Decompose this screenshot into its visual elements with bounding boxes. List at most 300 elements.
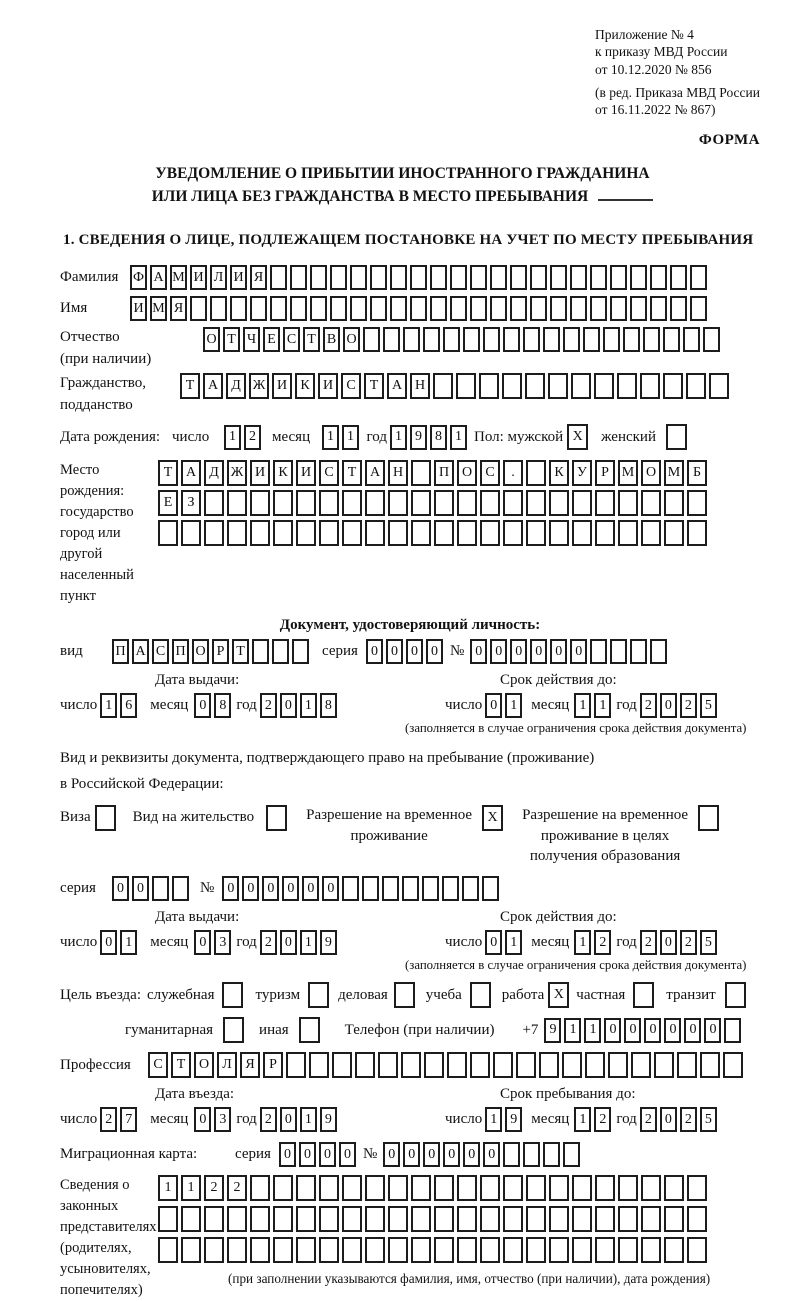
residence-number-cell[interactable]: 0 (302, 876, 319, 901)
profession-cell[interactable] (562, 1052, 582, 1078)
residence-number-cell[interactable] (422, 876, 439, 901)
stay-day-cell[interactable]: 1 (485, 1107, 502, 1132)
birth-month-cell[interactable]: 1 (322, 425, 339, 450)
name-cell[interactable] (250, 296, 267, 321)
purpose-cell[interactable] (470, 982, 491, 1008)
representatives-cell[interactable] (434, 1206, 454, 1232)
mc-number-cell[interactable]: 0 (403, 1142, 420, 1167)
mc-number-cell[interactable] (543, 1142, 560, 1167)
surname-cell[interactable] (290, 265, 307, 290)
residence-series-cell[interactable] (172, 876, 189, 901)
birth-place-cell[interactable] (411, 460, 431, 486)
birth-place-cell[interactable] (227, 520, 247, 546)
surname-cell[interactable] (350, 265, 367, 290)
doc-type-cell[interactable]: О (192, 639, 209, 664)
doc-issue-month-cell[interactable]: 0 (194, 693, 211, 718)
doc-number-cell[interactable] (610, 639, 627, 664)
profession-cell[interactable] (493, 1052, 513, 1078)
surname-cell[interactable] (670, 265, 687, 290)
profession-cell[interactable] (700, 1052, 720, 1078)
representatives-cell[interactable] (181, 1206, 201, 1232)
birth-place-cell[interactable] (273, 520, 293, 546)
doc-valid-year-cell[interactable]: 2 (640, 693, 657, 718)
residence-valid-day-cell[interactable]: 0 (485, 930, 502, 955)
patronymic-cell[interactable] (623, 327, 640, 352)
entry-month-cell[interactable]: 0 (194, 1107, 211, 1132)
representatives-cell[interactable] (319, 1237, 339, 1263)
residence-number-cell[interactable]: 0 (262, 876, 279, 901)
patronymic-cell[interactable] (443, 327, 460, 352)
representatives-cell[interactable] (411, 1175, 431, 1201)
representatives-cell[interactable] (319, 1175, 339, 1201)
citizenship-cell[interactable] (571, 373, 591, 399)
representatives-cell[interactable] (388, 1175, 408, 1201)
name-cell[interactable]: Я (170, 296, 187, 321)
purpose-cell[interactable] (299, 1017, 320, 1043)
mc-number-cell[interactable] (503, 1142, 520, 1167)
birth-place-cell[interactable] (549, 520, 569, 546)
name-cell[interactable] (470, 296, 487, 321)
phone-cell[interactable]: 0 (624, 1018, 641, 1043)
birth-place-cell[interactable] (572, 490, 592, 516)
birth-place-cell[interactable] (388, 490, 408, 516)
birth-place-cell[interactable] (434, 520, 454, 546)
residence-issue-year-cell[interactable]: 2 (260, 930, 277, 955)
representatives-cell[interactable] (250, 1175, 270, 1201)
profession-cell[interactable] (677, 1052, 697, 1078)
representatives-cell[interactable] (664, 1237, 684, 1263)
entry-month-cell[interactable]: 3 (214, 1107, 231, 1132)
entry-year-cell[interactable]: 9 (320, 1107, 337, 1132)
citizenship-cell[interactable] (479, 373, 499, 399)
purpose-cell[interactable] (308, 982, 329, 1008)
birth-place-cell[interactable]: И (296, 460, 316, 486)
representatives-cell[interactable] (457, 1206, 477, 1232)
representatives-cell[interactable] (526, 1206, 546, 1232)
patronymic-cell[interactable]: Ч (243, 327, 260, 352)
phone-cell[interactable] (724, 1018, 741, 1043)
mc-number-cell[interactable]: 0 (423, 1142, 440, 1167)
profession-cell[interactable] (332, 1052, 352, 1078)
birth-place-cell[interactable] (664, 520, 684, 546)
name-cell[interactable] (390, 296, 407, 321)
surname-cell[interactable] (530, 265, 547, 290)
doc-issue-year-cell[interactable]: 2 (260, 693, 277, 718)
name-cell[interactable] (290, 296, 307, 321)
residence-valid-day-cell[interactable]: 1 (505, 930, 522, 955)
representatives-cell[interactable] (296, 1175, 316, 1201)
doc-number-cell[interactable]: 0 (530, 639, 547, 664)
residence-valid-year-cell[interactable]: 2 (680, 930, 697, 955)
patronymic-cell[interactable] (663, 327, 680, 352)
citizenship-cell[interactable] (433, 373, 453, 399)
birth-year-cell[interactable]: 1 (390, 425, 407, 450)
representatives-cell[interactable] (664, 1175, 684, 1201)
doc-issue-year-cell[interactable]: 1 (300, 693, 317, 718)
birth-place-cell[interactable] (227, 490, 247, 516)
doc-number-cell[interactable]: 0 (570, 639, 587, 664)
profession-cell[interactable] (608, 1052, 628, 1078)
birth-place-cell[interactable]: Р (595, 460, 615, 486)
phone-cell[interactable]: 1 (584, 1018, 601, 1043)
birth-place-cell[interactable]: М (664, 460, 684, 486)
citizenship-cell[interactable] (525, 373, 545, 399)
representatives-cell[interactable] (503, 1175, 523, 1201)
name-cell[interactable] (330, 296, 347, 321)
edu-residence-cell[interactable] (698, 805, 719, 831)
representatives-cell[interactable] (388, 1206, 408, 1232)
mc-series-cell[interactable]: 0 (319, 1142, 336, 1167)
representatives-cell[interactable] (365, 1237, 385, 1263)
doc-valid-month-cell[interactable]: 1 (594, 693, 611, 718)
residence-issue-day-cell[interactable]: 0 (100, 930, 117, 955)
stay-year-cell[interactable]: 2 (640, 1107, 657, 1132)
profession-cell[interactable] (539, 1052, 559, 1078)
doc-issue-day-cell[interactable]: 1 (100, 693, 117, 718)
representatives-cell[interactable] (526, 1175, 546, 1201)
doc-series-cell[interactable]: 0 (426, 639, 443, 664)
representatives-cell[interactable] (342, 1175, 362, 1201)
patronymic-cell[interactable] (563, 327, 580, 352)
surname-cell[interactable] (550, 265, 567, 290)
representatives-cell[interactable] (158, 1206, 178, 1232)
name-cell[interactable]: М (150, 296, 167, 321)
citizenship-cell[interactable] (640, 373, 660, 399)
citizenship-cell[interactable]: А (203, 373, 223, 399)
residence-issue-month-cell[interactable]: 0 (194, 930, 211, 955)
citizenship-cell[interactable]: С (341, 373, 361, 399)
representatives-cell[interactable] (572, 1237, 592, 1263)
stay-day-cell[interactable]: 9 (505, 1107, 522, 1132)
representatives-cell[interactable] (618, 1237, 638, 1263)
representatives-cell[interactable] (227, 1206, 247, 1232)
birth-place-cell[interactable]: К (549, 460, 569, 486)
profession-cell[interactable] (654, 1052, 674, 1078)
phone-cell[interactable]: 1 (564, 1018, 581, 1043)
doc-number-cell[interactable] (630, 639, 647, 664)
representatives-cell[interactable] (250, 1206, 270, 1232)
representatives-cell[interactable] (595, 1237, 615, 1263)
patronymic-cell[interactable] (703, 327, 720, 352)
surname-cell[interactable]: И (190, 265, 207, 290)
birth-place-cell[interactable]: . (503, 460, 523, 486)
representatives-cell[interactable] (687, 1237, 707, 1263)
representatives-cell[interactable] (411, 1206, 431, 1232)
mc-number-cell[interactable]: 0 (383, 1142, 400, 1167)
representatives-cell[interactable] (687, 1206, 707, 1232)
name-cell[interactable] (650, 296, 667, 321)
birth-place-cell[interactable] (411, 520, 431, 546)
birth-place-cell[interactable]: О (641, 460, 661, 486)
residence-series-cell[interactable]: 0 (132, 876, 149, 901)
profession-cell[interactable] (516, 1052, 536, 1078)
doc-series-cell[interactable]: 0 (386, 639, 403, 664)
residence-number-cell[interactable]: 0 (242, 876, 259, 901)
residence-number-cell[interactable]: 0 (282, 876, 299, 901)
birth-place-cell[interactable] (595, 490, 615, 516)
birth-place-cell[interactable] (319, 520, 339, 546)
residence-valid-month-cell[interactable]: 1 (574, 930, 591, 955)
residence-number-cell[interactable] (342, 876, 359, 901)
doc-type-cell[interactable]: Т (232, 639, 249, 664)
mc-number-cell[interactable]: 0 (443, 1142, 460, 1167)
doc-type-cell[interactable] (252, 639, 269, 664)
patronymic-cell[interactable] (583, 327, 600, 352)
name-cell[interactable] (570, 296, 587, 321)
residence-number-cell[interactable] (482, 876, 499, 901)
doc-type-cell[interactable] (272, 639, 289, 664)
birth-place-cell[interactable] (158, 520, 178, 546)
residence-valid-year-cell[interactable]: 5 (700, 930, 717, 955)
surname-cell[interactable] (570, 265, 587, 290)
birth-place-cell[interactable]: Т (342, 460, 362, 486)
surname-cell[interactable] (370, 265, 387, 290)
surname-cell[interactable] (650, 265, 667, 290)
patronymic-cell[interactable]: В (323, 327, 340, 352)
birth-place-cell[interactable]: З (181, 490, 201, 516)
birth-place-cell[interactable] (250, 520, 270, 546)
doc-valid-day-cell[interactable]: 1 (505, 693, 522, 718)
name-cell[interactable] (310, 296, 327, 321)
birth-place-cell[interactable] (342, 490, 362, 516)
residence-issue-year-cell[interactable]: 9 (320, 930, 337, 955)
representatives-cell[interactable] (250, 1237, 270, 1263)
profession-cell[interactable] (447, 1052, 467, 1078)
birth-place-cell[interactable] (434, 490, 454, 516)
surname-cell[interactable]: И (230, 265, 247, 290)
doc-valid-day-cell[interactable]: 0 (485, 693, 502, 718)
birth-place-cell[interactable] (411, 490, 431, 516)
representatives-cell[interactable] (273, 1237, 293, 1263)
citizenship-cell[interactable] (548, 373, 568, 399)
representatives-cell[interactable] (158, 1237, 178, 1263)
birth-place-cell[interactable] (641, 490, 661, 516)
citizenship-cell[interactable]: К (295, 373, 315, 399)
representatives-cell[interactable] (342, 1206, 362, 1232)
representatives-cell[interactable] (480, 1206, 500, 1232)
citizenship-cell[interactable] (663, 373, 683, 399)
doc-type-cell[interactable]: П (172, 639, 189, 664)
patronymic-cell[interactable] (423, 327, 440, 352)
birth-place-cell[interactable]: К (273, 460, 293, 486)
birth-place-cell[interactable] (296, 490, 316, 516)
surname-cell[interactable]: Ф (130, 265, 147, 290)
birth-place-cell[interactable] (181, 520, 201, 546)
profession-cell[interactable] (401, 1052, 421, 1078)
doc-valid-year-cell[interactable]: 2 (680, 693, 697, 718)
surname-cell[interactable] (490, 265, 507, 290)
patronymic-cell[interactable] (683, 327, 700, 352)
name-cell[interactable] (630, 296, 647, 321)
representatives-cell[interactable] (411, 1237, 431, 1263)
citizenship-cell[interactable] (502, 373, 522, 399)
stay-month-cell[interactable]: 2 (594, 1107, 611, 1132)
representatives-cell[interactable] (549, 1237, 569, 1263)
representatives-cell[interactable] (457, 1175, 477, 1201)
entry-year-cell[interactable]: 0 (280, 1107, 297, 1132)
representatives-cell[interactable] (480, 1237, 500, 1263)
birth-place-cell[interactable] (687, 520, 707, 546)
doc-issue-year-cell[interactable]: 0 (280, 693, 297, 718)
name-cell[interactable] (550, 296, 567, 321)
residence-issue-year-cell[interactable]: 0 (280, 930, 297, 955)
residence-issue-month-cell[interactable]: 3 (214, 930, 231, 955)
mc-series-cell[interactable]: 0 (339, 1142, 356, 1167)
profession-cell[interactable] (470, 1052, 490, 1078)
citizenship-cell[interactable]: Н (410, 373, 430, 399)
name-cell[interactable] (530, 296, 547, 321)
representatives-cell[interactable] (549, 1175, 569, 1201)
birth-year-cell[interactable]: 9 (410, 425, 427, 450)
surname-cell[interactable]: Я (250, 265, 267, 290)
birth-place-cell[interactable]: А (365, 460, 385, 486)
birth-place-cell[interactable] (618, 520, 638, 546)
patronymic-cell[interactable]: Е (263, 327, 280, 352)
purpose-cell[interactable]: X (548, 982, 569, 1008)
representatives-cell[interactable] (273, 1175, 293, 1201)
birth-place-cell[interactable]: П (434, 460, 454, 486)
representatives-cell[interactable] (641, 1206, 661, 1232)
visa-cell[interactable] (95, 805, 116, 831)
birth-place-cell[interactable]: Д (204, 460, 224, 486)
citizenship-cell[interactable] (709, 373, 729, 399)
representatives-cell[interactable]: 1 (181, 1175, 201, 1201)
representatives-cell[interactable] (549, 1206, 569, 1232)
name-cell[interactable] (590, 296, 607, 321)
doc-number-cell[interactable]: 0 (470, 639, 487, 664)
purpose-cell[interactable] (633, 982, 654, 1008)
doc-number-cell[interactable]: 0 (490, 639, 507, 664)
phone-cell[interactable]: 0 (644, 1018, 661, 1043)
residence-series-cell[interactable] (152, 876, 169, 901)
residence-number-cell[interactable] (382, 876, 399, 901)
mc-number-cell[interactable]: 0 (483, 1142, 500, 1167)
representatives-cell[interactable]: 2 (204, 1175, 224, 1201)
citizenship-cell[interactable]: Ж (249, 373, 269, 399)
doc-type-cell[interactable] (292, 639, 309, 664)
citizenship-cell[interactable] (594, 373, 614, 399)
representatives-cell[interactable] (204, 1206, 224, 1232)
name-cell[interactable] (490, 296, 507, 321)
birth-place-cell[interactable]: Б (687, 460, 707, 486)
representatives-cell[interactable] (296, 1206, 316, 1232)
residence-issue-year-cell[interactable]: 1 (300, 930, 317, 955)
representatives-cell[interactable] (204, 1237, 224, 1263)
representatives-cell[interactable] (273, 1206, 293, 1232)
birth-place-cell[interactable]: А (181, 460, 201, 486)
birth-place-cell[interactable] (365, 490, 385, 516)
patronymic-cell[interactable] (483, 327, 500, 352)
entry-year-cell[interactable]: 2 (260, 1107, 277, 1132)
mc-series-cell[interactable]: 0 (299, 1142, 316, 1167)
stay-year-cell[interactable]: 2 (680, 1107, 697, 1132)
representatives-cell[interactable] (572, 1175, 592, 1201)
representatives-cell[interactable] (480, 1175, 500, 1201)
surname-cell[interactable] (450, 265, 467, 290)
purpose-cell[interactable] (223, 1017, 244, 1043)
residence-number-cell[interactable]: 0 (222, 876, 239, 901)
patronymic-cell[interactable]: Т (303, 327, 320, 352)
representatives-cell[interactable] (319, 1206, 339, 1232)
birth-place-cell[interactable]: О (457, 460, 477, 486)
residence-number-cell[interactable] (362, 876, 379, 901)
citizenship-cell[interactable]: И (272, 373, 292, 399)
name-cell[interactable] (510, 296, 527, 321)
doc-issue-month-cell[interactable]: 8 (214, 693, 231, 718)
residence-permit-cell[interactable] (266, 805, 287, 831)
mc-number-cell[interactable]: 0 (463, 1142, 480, 1167)
birth-place-cell[interactable] (204, 490, 224, 516)
doc-type-cell[interactable]: П (112, 639, 129, 664)
birth-place-cell[interactable] (572, 520, 592, 546)
representatives-cell[interactable] (388, 1237, 408, 1263)
birth-place-cell[interactable]: С (480, 460, 500, 486)
birth-place-cell[interactable] (319, 490, 339, 516)
profession-cell[interactable]: Т (171, 1052, 191, 1078)
representatives-cell[interactable] (342, 1237, 362, 1263)
patronymic-cell[interactable]: О (343, 327, 360, 352)
birth-place-cell[interactable]: С (319, 460, 339, 486)
surname-cell[interactable] (430, 265, 447, 290)
surname-cell[interactable] (610, 265, 627, 290)
name-cell[interactable] (210, 296, 227, 321)
representatives-cell[interactable] (572, 1206, 592, 1232)
citizenship-cell[interactable] (686, 373, 706, 399)
stay-year-cell[interactable]: 0 (660, 1107, 677, 1132)
birth-place-cell[interactable] (687, 490, 707, 516)
name-cell[interactable] (690, 296, 707, 321)
birth-place-cell[interactable] (641, 520, 661, 546)
birth-place-cell[interactable] (342, 520, 362, 546)
entry-day-cell[interactable]: 7 (120, 1107, 137, 1132)
birth-place-cell[interactable]: М (618, 460, 638, 486)
profession-cell[interactable] (631, 1052, 651, 1078)
residence-number-cell[interactable] (442, 876, 459, 901)
profession-cell[interactable]: Р (263, 1052, 283, 1078)
representatives-cell[interactable] (595, 1206, 615, 1232)
doc-valid-month-cell[interactable]: 1 (574, 693, 591, 718)
patronymic-cell[interactable]: Т (223, 327, 240, 352)
residence-number-cell[interactable] (462, 876, 479, 901)
doc-valid-year-cell[interactable]: 5 (700, 693, 717, 718)
birth-month-cell[interactable]: 1 (342, 425, 359, 450)
representatives-cell[interactable] (365, 1206, 385, 1232)
citizenship-cell[interactable]: Д (226, 373, 246, 399)
surname-cell[interactable] (590, 265, 607, 290)
surname-cell[interactable] (410, 265, 427, 290)
patronymic-cell[interactable] (363, 327, 380, 352)
name-cell[interactable] (350, 296, 367, 321)
surname-cell[interactable]: Л (210, 265, 227, 290)
profession-cell[interactable] (355, 1052, 375, 1078)
birth-day-cell[interactable]: 1 (224, 425, 241, 450)
representatives-cell[interactable] (641, 1237, 661, 1263)
birth-place-cell[interactable]: Ж (227, 460, 247, 486)
birth-place-cell[interactable] (457, 520, 477, 546)
citizenship-cell[interactable]: И (318, 373, 338, 399)
doc-valid-year-cell[interactable]: 0 (660, 693, 677, 718)
residence-series-cell[interactable]: 0 (112, 876, 129, 901)
surname-cell[interactable] (330, 265, 347, 290)
doc-issue-day-cell[interactable]: 6 (120, 693, 137, 718)
residence-valid-year-cell[interactable]: 2 (640, 930, 657, 955)
representatives-cell[interactable] (618, 1175, 638, 1201)
purpose-cell[interactable] (725, 982, 746, 1008)
name-cell[interactable] (450, 296, 467, 321)
doc-type-cell[interactable]: Р (212, 639, 229, 664)
name-cell[interactable] (610, 296, 627, 321)
birth-place-cell[interactable] (480, 520, 500, 546)
